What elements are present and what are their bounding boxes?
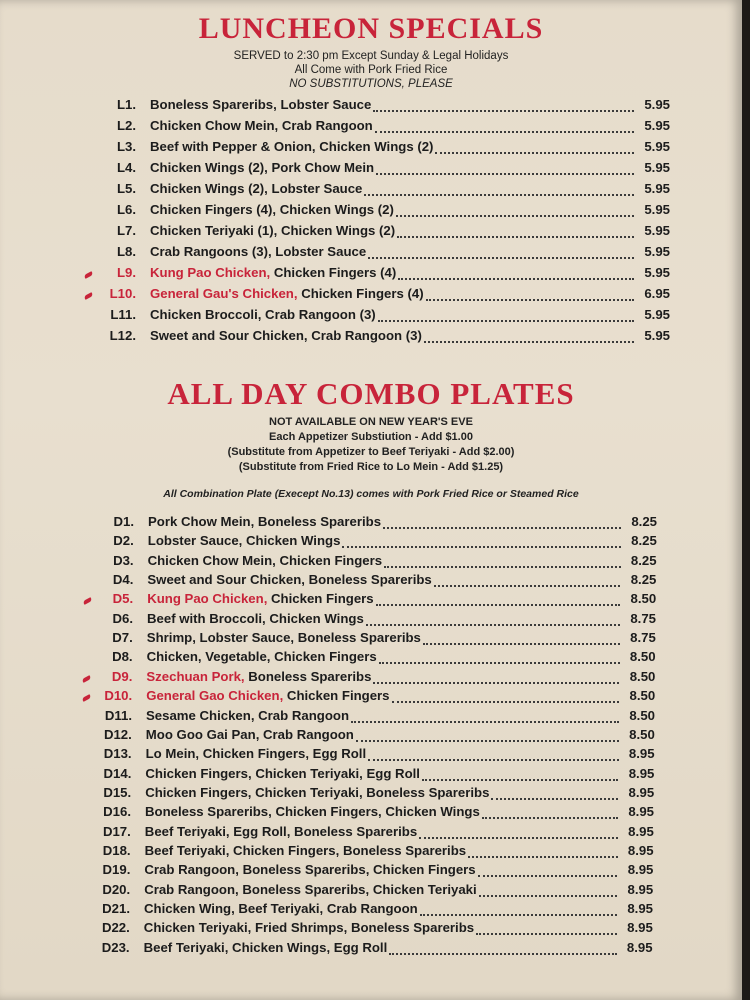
combo-item-name	[145, 766, 420, 781]
combo-item-price: 8.95	[627, 920, 653, 936]
luncheon-item-price: 5.95	[644, 244, 670, 259]
dot-leader	[389, 953, 616, 955]
combo-item	[96, 901, 653, 921]
luncheon-item-number: L10.	[109, 286, 136, 301]
luncheon-item-name	[150, 181, 362, 196]
chili-pepper-icon	[84, 292, 94, 300]
combo-item-description: Chicken, Vegetable, Chicken Fingers	[146, 649, 377, 665]
combo-item-price: 8.95	[628, 784, 655, 800]
luncheon-item	[100, 202, 670, 222]
dot-leader	[378, 320, 634, 322]
dot-leader	[424, 341, 634, 343]
combo-item-number: D14.	[103, 765, 132, 781]
luncheon-item-price: 5.95	[644, 202, 670, 217]
combo-item-number: D15.	[103, 784, 132, 800]
luncheon-item-price: 5.95	[644, 160, 670, 175]
dot-leader	[396, 215, 634, 217]
combo-note-newyear: NOT AVAILABLE ON NEW YEAR'S EVE	[269, 416, 473, 428]
luncheon-item-name	[150, 97, 371, 112]
luncheon-item-description: Chicken Fingers (4), Chicken Wings (2)	[150, 202, 394, 217]
combo-item-price: 8.75	[630, 630, 656, 646]
combo-item-price: 8.95	[628, 804, 654, 820]
dot-leader	[420, 914, 617, 916]
combo-item-number: D19.	[102, 862, 131, 878]
dot-leader	[373, 682, 619, 684]
combo-item-description: Chicken Chow Mein, Chicken Fingers	[147, 552, 383, 568]
combo-item-name	[145, 804, 480, 819]
combo-item	[97, 766, 654, 786]
luncheon-item	[100, 97, 670, 117]
combo-item-number: D17.	[102, 823, 131, 839]
luncheon-item-number: L3.	[116, 139, 136, 154]
luncheon-item-name	[150, 223, 395, 238]
luncheon-item-description: Boneless Spareribs, Lobster Sauce	[150, 97, 372, 112]
dot-leader	[491, 798, 618, 800]
luncheon-item-price: 5.95	[644, 139, 670, 154]
combo-item-description: Moo Goo Gai Pan, Crab Rangoon	[145, 726, 354, 742]
combo-item-number: D22.	[101, 920, 130, 936]
luncheon-item-number: L6.	[116, 202, 136, 217]
combo-item-number: D18.	[102, 842, 131, 858]
dot-leader	[423, 643, 620, 645]
luncheon-item-name	[150, 160, 374, 175]
combo-item	[100, 533, 657, 553]
combo-item	[99, 572, 656, 592]
combo-item-number: D1.	[113, 514, 134, 529]
luncheon-item	[100, 139, 670, 159]
dot-leader	[356, 740, 619, 742]
luncheon-item-description: Beef with Pepper & Onion, Chicken Wings (2)	[150, 139, 434, 154]
combo-item-description: Chicken Fingers	[286, 688, 390, 704]
luncheon-item-number: L11.	[110, 307, 136, 322]
luncheon-item-highlight: Kung Pao Chicken,	[150, 265, 271, 280]
combo-item	[98, 669, 655, 689]
combo-item-description: Chicken Wing, Beef Teriyaki, Crab Rangoon	[144, 901, 418, 916]
combo-item-description: Sweet and Sour Chicken, Boneless Spareribs	[147, 572, 432, 588]
luncheon-item-highlight: General Gau's Chicken,	[150, 286, 298, 301]
chili-pepper-icon	[82, 694, 92, 702]
luncheon-item-description: Chicken Wings (2), Lobster Sauce	[150, 181, 363, 196]
combo-item-price: 8.50	[629, 707, 655, 723]
combo-item-name	[147, 572, 431, 587]
luncheon-item-price: 5.95	[644, 181, 670, 196]
combo-item	[97, 843, 654, 863]
combo-item-price: 8.50	[629, 668, 656, 684]
combo-item-description: Lo Mein, Chicken Fingers, Egg Roll	[145, 746, 367, 762]
combo-item-number: D5.	[112, 591, 134, 607]
combo-item-number: D3.	[113, 552, 134, 568]
luncheon-item	[100, 160, 670, 180]
luncheon-note-rice: All Come with Pork Fried Rice	[294, 64, 448, 76]
combo-item-number: D8.	[112, 649, 133, 665]
combo-item-price: 8.75	[630, 610, 656, 626]
combo-item-price: 8.95	[627, 862, 654, 878]
combo-item-description: Chicken Fingers, Chicken Teriyaki, Boneless Spareribs	[145, 784, 490, 800]
dot-leader	[351, 721, 619, 723]
combo-item-price: 8.25	[631, 514, 657, 529]
combo-item-name	[145, 785, 489, 800]
dot-leader	[342, 546, 620, 548]
dot-leader	[376, 173, 634, 175]
luncheon-item-description: Chicken Fingers (4)	[273, 265, 397, 280]
luncheon-item-name	[150, 286, 424, 301]
luncheon-item-description: Sweet and Sour Chicken, Crab Rangoon (3)	[150, 328, 422, 343]
dot-leader	[368, 257, 634, 259]
combo-item-highlight: Kung Pao Chicken,	[147, 591, 268, 607]
luncheon-item-name	[150, 265, 396, 280]
combo-item-number: D20.	[102, 881, 131, 897]
luncheon-item-price: 5.95	[644, 328, 670, 343]
dot-leader	[482, 817, 618, 819]
luncheon-item	[100, 307, 670, 327]
luncheon-item-number: L2.	[116, 118, 136, 133]
combo-item	[98, 727, 655, 747]
luncheon-item-price: 5.95	[644, 307, 670, 322]
combo-item-number: D23.	[101, 939, 130, 955]
luncheon-item-description: Chicken Chow Mein, Crab Rangoon	[150, 118, 373, 133]
combo-item-name	[146, 746, 367, 761]
combo-footnote: All Combination Plate (Execept No.13) comes with Pork Fried Rice or Steamed Rice	[163, 488, 579, 500]
luncheon-item-number: L5.	[116, 181, 136, 196]
luncheon-item	[100, 244, 670, 264]
combo-item-description: Crab Rangoon, Boneless Spareribs, Chicken Fingers	[144, 862, 476, 878]
chili-pepper-icon	[82, 675, 92, 683]
combo-item-number: D10.	[104, 688, 133, 704]
combo-item-name	[144, 862, 475, 877]
luncheon-item-description: Chicken Broccoli, Crab Rangoon (3)	[150, 307, 376, 322]
luncheon-item-description: Chicken Fingers (4)	[301, 286, 424, 301]
dot-leader	[435, 152, 634, 154]
combo-note-teriyaki: (Substitute from Appetizer to Beef Teriyaki - Add $2.00)	[227, 446, 515, 458]
luncheon-item-description: Crab Rangoons (3), Lobster Sauce	[150, 244, 367, 259]
luncheon-item-price: 6.95	[644, 286, 670, 301]
combo-item	[96, 940, 653, 960]
combo-item-price: 8.25	[631, 533, 657, 549]
combo-item-price: 8.50	[629, 726, 655, 742]
luncheon-item	[100, 181, 670, 201]
combo-item-description: Boneless Spareribs, Chicken Fingers, Chicken Wings	[145, 804, 480, 820]
luncheon-item	[100, 118, 670, 138]
dot-leader	[422, 779, 618, 781]
combo-item-name	[146, 669, 371, 684]
combo-item-price: 8.95	[628, 746, 655, 762]
combo-item-name	[148, 514, 381, 529]
combo-item-price: 8.95	[626, 939, 653, 955]
combo-item-description: Boneless Spareribs	[248, 668, 372, 684]
luncheon-item	[100, 223, 670, 243]
combo-item-price: 8.25	[630, 572, 657, 588]
combo-item-description: Chicken Fingers	[271, 591, 374, 607]
combo-item-description: Crab Rangoon, Boneless Spareribs, Chicken Teriyaki	[144, 881, 477, 897]
combo-item-price: 8.95	[627, 881, 654, 897]
luncheon-item-number: L8.	[116, 244, 136, 259]
combo-item-number: D13.	[103, 746, 132, 762]
luncheon-item-name	[150, 244, 366, 259]
combo-item-number: D11.	[104, 707, 132, 723]
combo-item-description: Beef Teriyaki, Egg Roll, Boneless Spareribs	[144, 823, 418, 839]
combo-item-description: Chicken Fingers, Chicken Teriyaki, Egg Roll	[145, 765, 420, 781]
dot-leader	[376, 604, 621, 606]
combo-item-number: D16.	[103, 804, 131, 820]
combo-item-description: Beef with Broccoli, Chicken Wings	[147, 610, 364, 626]
combo-item-name	[145, 824, 417, 839]
combo-item-name	[147, 591, 373, 606]
luncheon-item-name	[150, 118, 373, 133]
dot-leader	[379, 662, 620, 664]
combo-item-name	[144, 882, 476, 897]
dot-leader	[392, 701, 620, 703]
luncheon-item-number: L7.	[116, 223, 136, 238]
combo-item-name	[148, 553, 382, 568]
combo-item-name	[146, 708, 349, 723]
dot-leader	[478, 875, 618, 877]
combo-item-price: 8.50	[629, 688, 656, 704]
dot-leader	[476, 933, 617, 935]
combo-item-description: Chicken Teriyaki, Fried Shrimps, Boneless Spareribs	[143, 920, 475, 936]
combo-note-lomein: (Substitute from Fried Rice to Lo Mein - Add $1.25)	[238, 461, 504, 473]
combo-item-description: Shrimp, Lobster Sauce, Boneless Spareribs	[146, 630, 421, 646]
combo-item-name	[144, 940, 388, 955]
chili-pepper-icon	[83, 598, 93, 606]
combo-item-description: Lobster Sauce, Chicken Wings	[147, 533, 341, 549]
luncheon-item-name	[150, 202, 394, 217]
chili-pepper-icon	[84, 271, 94, 279]
combo-item	[97, 785, 654, 805]
combo-note-appetizer: Each Appetizer Substiution - Add $1.00	[269, 431, 473, 443]
combo-item-name	[146, 727, 354, 742]
combo-item-name	[146, 688, 389, 703]
luncheon-item	[100, 328, 670, 348]
luncheon-item-number: L9.	[116, 265, 136, 280]
combo-title: ALL DAY COMBO PLATES	[167, 376, 575, 411]
combo-item-number: D9.	[111, 668, 133, 684]
combo-item-number: D12.	[103, 726, 132, 742]
combo-item	[99, 591, 656, 611]
luncheon-item-name	[150, 307, 376, 322]
combo-item	[100, 514, 657, 534]
combo-item	[99, 611, 656, 631]
combo-item-price: 8.95	[628, 823, 654, 839]
combo-item	[98, 746, 655, 766]
combo-item	[98, 688, 655, 708]
dot-leader	[468, 856, 617, 858]
dot-leader	[434, 585, 621, 587]
combo-item	[99, 649, 656, 669]
dot-leader	[383, 527, 621, 529]
combo-item-description: Beef Teriyaki, Chicken Fingers, Boneless Spareribs	[144, 842, 467, 858]
luncheon-item-price: 5.95	[644, 223, 670, 238]
combo-item	[96, 920, 653, 940]
combo-item-description: Sesame Chicken, Crab Rangoon	[146, 707, 349, 723]
combo-item-number: D21.	[102, 901, 130, 916]
dot-leader	[366, 624, 620, 626]
combo-item	[98, 708, 655, 728]
luncheon-item-name	[150, 139, 433, 154]
combo-item-name	[147, 649, 377, 664]
luncheon-item-number: L1.	[116, 97, 136, 112]
dot-leader	[426, 299, 634, 301]
combo-item-price: 8.50	[629, 649, 656, 665]
luncheon-item-price: 5.95	[644, 265, 670, 280]
combo-item-name	[144, 901, 418, 916]
combo-item-highlight: General Gao Chicken,	[146, 688, 284, 704]
dot-leader	[368, 759, 618, 761]
luncheon-item-number: L4.	[116, 160, 136, 175]
combo-item	[97, 824, 654, 844]
combo-item-description: Pork Chow Mein, Boneless Spareribs	[148, 514, 382, 529]
dot-leader	[364, 194, 634, 196]
combo-item	[99, 630, 656, 650]
combo-item	[100, 553, 657, 573]
combo-item-name	[144, 920, 474, 935]
combo-item	[96, 862, 653, 882]
luncheon-item-number: L12.	[109, 328, 136, 343]
luncheon-note-substitutions: NO SUBSTITUTIONS, PLEASE	[289, 78, 453, 90]
page-edge	[742, 0, 750, 1000]
dot-leader	[398, 278, 634, 280]
luncheon-item-description: Chicken Wings (2), Pork Chow Mein	[150, 160, 375, 175]
combo-item	[97, 804, 654, 824]
combo-item-price: 8.95	[628, 765, 655, 781]
combo-item-number: D6.	[112, 610, 133, 626]
combo-item-number: D7.	[112, 630, 133, 646]
combo-item-number: D2.	[113, 533, 134, 549]
luncheon-item	[100, 265, 670, 285]
dot-leader	[419, 837, 618, 839]
dot-leader	[375, 131, 634, 133]
luncheon-item-name	[150, 328, 422, 343]
dot-leader	[479, 895, 618, 897]
combo-item-description: Beef Teriyaki, Chicken Wings, Egg Roll	[143, 939, 388, 955]
combo-item-name	[147, 630, 421, 645]
dot-leader	[373, 110, 634, 112]
combo-item	[96, 882, 653, 902]
combo-item-number: D4.	[112, 572, 134, 588]
combo-item-price: 8.95	[627, 842, 654, 858]
luncheon-item-price: 5.95	[644, 97, 670, 112]
combo-item-price: 8.25	[630, 552, 657, 568]
luncheon-note-hours: SERVED to 2:30 pm Except Sunday & Legal Holidays	[233, 50, 509, 62]
luncheon-item	[100, 286, 670, 306]
luncheon-title: LUNCHEON SPECIALS	[198, 12, 544, 45]
combo-item-price: 8.95	[627, 901, 653, 916]
luncheon-item-description: Chicken Teriyaki (1), Chicken Wings (2)	[150, 223, 396, 238]
dot-leader	[397, 236, 634, 238]
combo-item-price: 8.50	[630, 591, 657, 607]
combo-item-name	[148, 533, 341, 548]
dot-leader	[384, 566, 621, 568]
combo-item-highlight: Szechuan Pork,	[146, 668, 245, 684]
luncheon-item-price: 5.95	[644, 118, 670, 133]
combo-item-name	[145, 843, 467, 858]
combo-item-name	[147, 611, 364, 626]
